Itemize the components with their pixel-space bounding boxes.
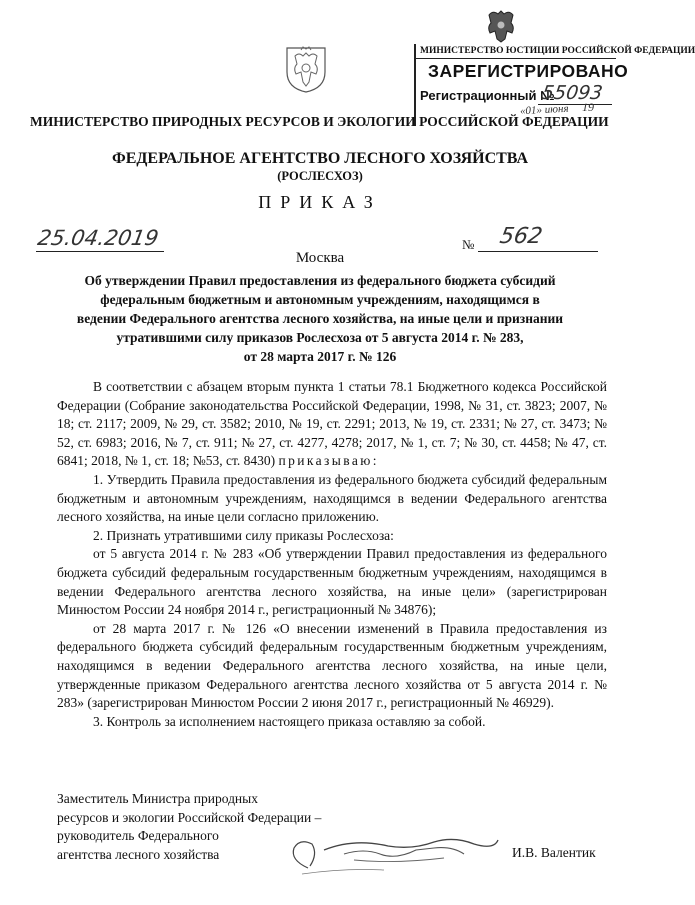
order-subject <box>40 271 600 366</box>
ministry-title: МИНИСТЕРСТВО ПРИРОДНЫХ РЕСУРСОВ И ЭКОЛОГИИ РОССИЙСКОЙ ФЕДЕРАЦИИ <box>30 114 609 129</box>
subject-line: Об утверждении Правил предоставления из федерального бюджета субсидий <box>84 273 556 288</box>
agency-abbreviation: (РОСЛЕСХОЗ) <box>277 169 363 183</box>
handwritten-signature <box>284 824 506 880</box>
stamp-reg-year: 19 <box>582 100 594 114</box>
signatory-block <box>57 790 321 865</box>
subject-line: ведении Федерального агентства лесного хозяйства, на иные цели и признании <box>76 311 564 326</box>
item-2a: от 5 августа 2014 г. № 283 «Об утверждении Правил предоставления из федерального бюджета субсидий федеральным государственным бюджетным учреждениям, находящимся в ведении Федерального агентства лесного хозяйства, на иные цели» (зарегистрирован Минюстом России 24 ноября 2014 г., регистрационный № 34876); <box>57 546 607 618</box>
subject-line: федеральным бюджетным и автономным учреждениям, находящимся в <box>100 292 540 307</box>
signatory-title-line: Заместитель Министра природных <box>57 791 258 806</box>
item-3: 3. Контроль за исполнением настоящего приказа оставляю за собой. <box>93 713 486 729</box>
agency-title: ФЕДЕРАЛЬНОЕ АГЕНТСТВО ЛЕСНОГО ХОЗЯЙСТВА <box>111 150 529 167</box>
order-body <box>57 378 607 731</box>
subject-line: от 28 марта 2017 г. № 126 <box>243 349 397 364</box>
signatory-title-line: ресурсов и экологии Российской Федерации – <box>57 809 322 825</box>
signatory-name: И.В. Валентик <box>512 845 596 860</box>
signatory-title-line: руководитель Федерального <box>57 828 219 844</box>
number-symbol: № <box>462 237 475 252</box>
item-2: 2. Признать утратившими силу приказы Рослесхоза: <box>93 527 394 543</box>
stamp-emblem-icon <box>481 5 521 45</box>
stamp-reg-date: «01» июня <box>519 102 569 118</box>
stamp-ministry: МИНИСТЕРСТВО ЮСТИЦИИ РОССИЙСКОЙ ФЕДЕРАЦИИ <box>420 46 695 56</box>
stamp-reg-label: Регистрационный № <box>420 88 555 103</box>
stamp-reg-number: 55093 <box>540 82 604 104</box>
order-number: 562 <box>497 224 545 249</box>
city: Москва <box>295 250 345 266</box>
stamp-registered: ЗАРЕГИСТРИРОВАНО <box>428 61 629 81</box>
item-2b: от 28 марта 2017 г. № 126 «О внесении изменений в Правила предоставления из федерального бюджета субсидий федеральным государственным бюджетным учреждениям, находящимся в ведении Федерального агентства лесного хозяйства, на иные цели, утвержденные приказом Федерального агентства лесного хозяйства от 5 августа 2014 г. № 283» (зарегистрирован Минюстом России 2 июня 2017 г., регистрационный № 46929). <box>57 620 607 711</box>
document-type: ПРИКАЗ <box>258 192 382 212</box>
order-date: 25.04.2019 <box>35 226 161 250</box>
order-word: приказываю: <box>278 453 379 469</box>
item-1: 1. Утвердить Правила предоставления из федерального бюджета субсидий федеральным бюджетным и автономным учреждениям, находящимся в ведении Федерального агентства лесного хозяйства, на иные цели согласно приложению. <box>57 471 607 525</box>
preamble: В соответствии с абзацем вторым пункта 1 статьи 78.1 Бюджетного кодекса Российской Федерации (Собрание законодательства Российской Федерации, 1998, № 31, ст. 3823; 2007, № 18; ст. 2117; 2009, № 29, ст. 3582; 2010, № 19, ст. 2291; 2013, № 19, ст. 2331; № 27, ст. 3473; № 52, ст. 6983; 2016, № 7, ст. 911; № 27, ст. 4277, 4278; 2017, № 1, ст. 7; № 30, ст. 4458; № 47, ст. 6841; 2018, № 1, ст. 18; №53, ст. 8430) <box>57 379 607 469</box>
signatory-title-line: агентства лесного хозяйства <box>57 847 220 863</box>
coat-of-arms-emblem <box>283 42 329 94</box>
subject-line: утратившими силу приказов Рослесхоза от 5 августа 2014 г. № 283, <box>116 330 524 345</box>
preamble-paragraph <box>57 378 607 471</box>
